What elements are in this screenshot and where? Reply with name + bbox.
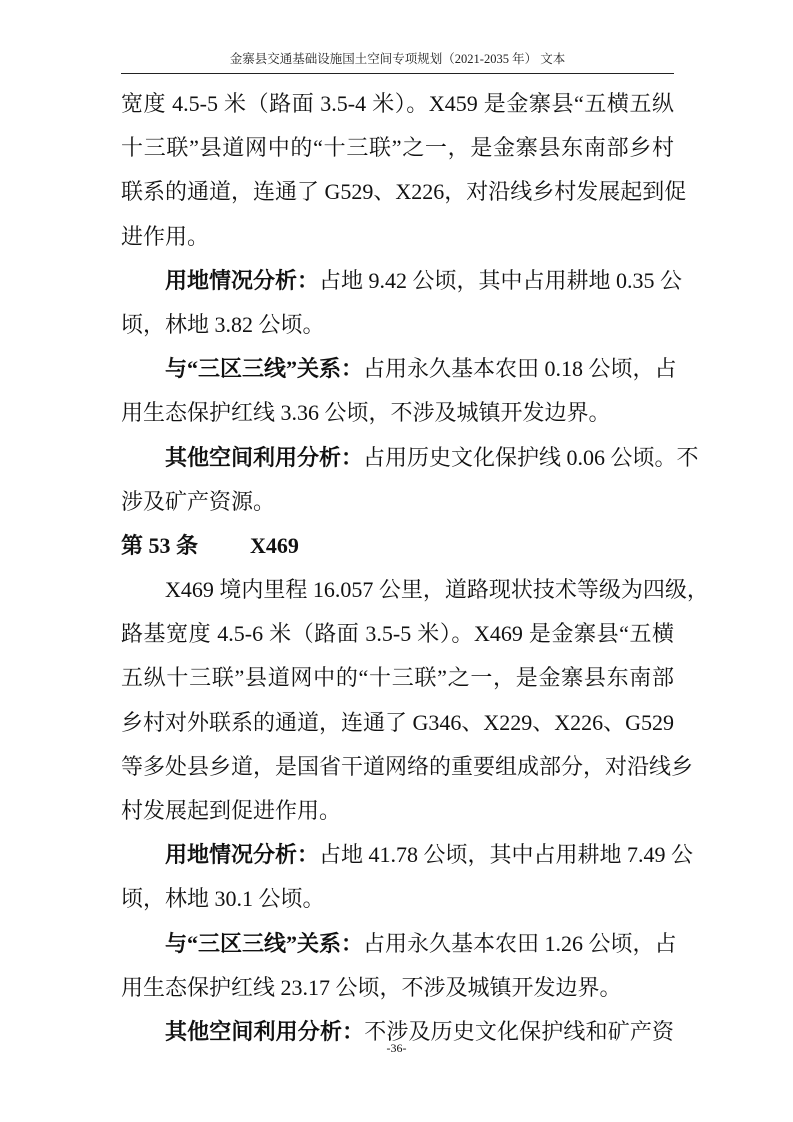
line-text: 路基宽度 4.5-6 米（路面 3.5-5 米）。X469 是金寨县“五横 [121, 621, 674, 647]
page-number: -36- [386, 1041, 407, 1055]
line-text: 不涉及历史文化保护线和矿产资 [364, 1018, 674, 1044]
line-text: 用生态保护红线 3.36 公顷，不涉及城镇开发边界。 [121, 400, 611, 426]
bold-lead-label: 与“三区三线”关系： [165, 356, 364, 382]
text-line [121, 480, 674, 524]
bold-lead-label: 与“三区三线”关系： [165, 930, 364, 956]
text-line [121, 568, 709, 612]
line-text: 等多处县乡道，是国省干道网络的重要组成部分，对沿线乡 [121, 753, 694, 779]
line-text: 涉及矿产资源。 [121, 488, 276, 514]
text-line [121, 789, 674, 833]
bold-lead-label: 用地情况分析： [165, 267, 320, 293]
text-line [121, 833, 694, 877]
text-line [121, 347, 677, 391]
article-number: 第 53 条 [121, 532, 199, 558]
running-header: 金寨县交通基础设施国土空间专项规划（2021-2035 年） 文本 [229, 52, 566, 66]
text-line [121, 656, 674, 700]
text-line [121, 922, 677, 966]
text-line [121, 259, 683, 303]
text-line [121, 436, 699, 480]
line-text: 占用历史文化保护线 0.06 公顷。不 [363, 444, 699, 470]
header-rule [121, 73, 674, 74]
road-code: X469 [250, 532, 299, 558]
heading-gap [198, 524, 250, 525]
text-line [121, 701, 674, 745]
text-line [121, 215, 674, 259]
text-line [121, 745, 694, 789]
line-text: 顷，林地 3.82 公顷。 [121, 311, 325, 337]
line-text: 占用永久基本农田 0.18 公顷，占 [363, 356, 677, 382]
text-line [121, 82, 674, 126]
bold-lead-label: 用地情况分析： [165, 842, 320, 868]
text-line [121, 966, 674, 1010]
article-heading [121, 524, 674, 568]
bold-lead-label: 其他空间利用分析： [165, 1018, 365, 1044]
text-line [121, 126, 674, 170]
text-line [121, 170, 687, 214]
line-text: 用生态保护红线 23.17 公顷，不涉及城镇开发边界。 [121, 974, 622, 1000]
text-line [121, 303, 674, 347]
line-text: 村发展起到促进作用。 [121, 798, 342, 823]
line-text: X469 境内里程 16.057 公里，道路现状技术等级为四级， [165, 577, 709, 603]
line-text: 占地 41.78 公顷，其中占用耕地 7.49 公 [319, 842, 694, 868]
text-line [121, 877, 674, 921]
line-text: 联系的通道，连通了 G529、X226，对沿线乡村发展起到促 [121, 179, 687, 205]
line-text: 乡村对外联系的通道，连通了 G346、X229、X226、G529 [121, 709, 675, 735]
text-line [121, 612, 674, 656]
line-text: 五纵十三联”县道网中的“十三联”之一，是金寨县东南部 [121, 665, 674, 691]
line-text: 占地 9.42 公顷，其中占用耕地 0.35 公 [319, 267, 683, 293]
document-body [121, 82, 709, 1054]
bold-lead-label: 其他空间利用分析： [165, 444, 364, 470]
line-text: 宽度 4.5-5 米（路面 3.5-4 米）。X459 是金寨县“五横五纵 [121, 91, 674, 116]
line-text: 顷，林地 30.1 公顷。 [121, 886, 325, 912]
line-text: 占用永久基本农田 1.26 公顷，占 [363, 930, 677, 956]
line-text: 十三联”县道网中的“十三联”之一，是金寨县东南部乡村 [121, 135, 674, 161]
line-text: 进作用。 [121, 223, 210, 249]
text-line [121, 391, 674, 435]
